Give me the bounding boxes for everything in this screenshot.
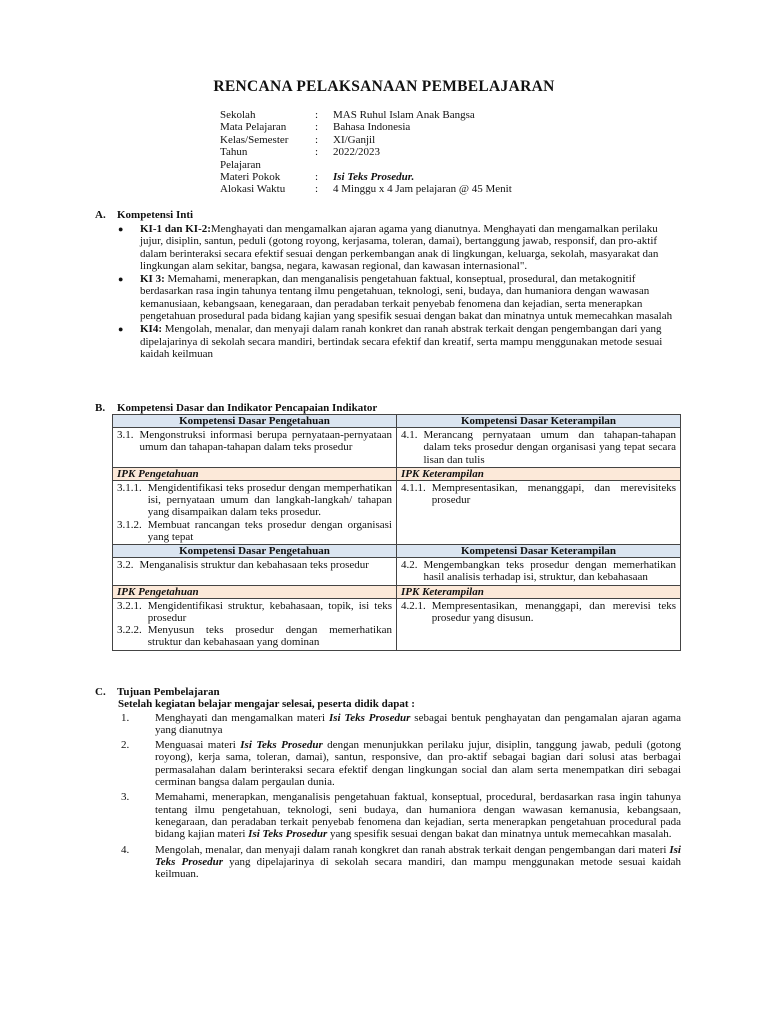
item-text-pre: Mengolah, menalar, dan menyaji dalam ranah kongkret dan ranah abstrak terkait dengan pengembangan dari materi bbox=[155, 843, 670, 856]
ipk-text: Mempresentasikan, menanggapi, dan merevisiteks prosedur bbox=[431, 482, 676, 507]
bullet-icon: ● bbox=[118, 274, 124, 285]
list-item bbox=[95, 791, 681, 840]
ki-text: Memahami, menerapkan, dan menganalisis pengetahuan faktual, konseptual, prosedural, dan metakognitif berdasarkan rasa ingin tahunya tentang ilmu pengetahuan, teknologi, seni, budaya, dan humaniora dengan wawasan kemanusiaan, kebangsaan, kenegaraan, dan peradaban terkait penyebab fenomena dan kejadian, serta menerapkan pengetahuan prosedural pada bidang kajian yang spesifik sesuai dengan bakat dan minatnya untuk memecahkan masalah bbox=[140, 273, 673, 323]
identity-value: MAS Ruhul Islam Anak Bangsa bbox=[333, 109, 475, 121]
ki-lead: KI 3: bbox=[140, 273, 165, 286]
table-cell bbox=[113, 598, 397, 650]
list-item bbox=[118, 273, 680, 322]
ipk-item bbox=[401, 482, 676, 506]
table-cell bbox=[397, 428, 681, 468]
item-number: 3. bbox=[121, 791, 130, 804]
item-text-pre: Menghayati dan mengamalkan materi bbox=[155, 711, 329, 724]
identity-label: Materi Pokok bbox=[220, 171, 281, 184]
bullet-icon: ● bbox=[118, 324, 124, 335]
item-text-post: yang dipelajarinya di sekolah secara mandiri, dan mampu menggunakan metode sesuai kaidah keilmuan. bbox=[155, 855, 682, 881]
table-cell bbox=[113, 558, 397, 585]
section-c-heading bbox=[95, 686, 681, 698]
identity-colon: : bbox=[315, 146, 319, 159]
identity-colon bbox=[315, 159, 333, 171]
identity-value: Bahasa Indonesia bbox=[333, 121, 411, 134]
ki-lead: KI-1 dan KI-2: bbox=[140, 223, 211, 235]
identity-colon: : bbox=[315, 171, 319, 184]
item-text-emphasis: Isi Teks Prosedur bbox=[248, 828, 328, 841]
section-title: Kompetensi Dasar dan Indikator Pencapaian Indikator bbox=[117, 402, 378, 414]
ipk-item bbox=[117, 624, 392, 648]
kd-item bbox=[401, 559, 676, 583]
section-letter: C. bbox=[95, 686, 106, 698]
kd-item bbox=[401, 429, 676, 466]
item-text-emphasis: Isi Teks Prosedur bbox=[155, 843, 681, 868]
table-header-cell: Kompetensi Dasar Pengetahuan bbox=[113, 545, 397, 558]
table-row bbox=[113, 428, 681, 468]
table-row bbox=[113, 545, 681, 558]
kd-text: Menganalisis struktur dan kebahasaan teks prosedur bbox=[139, 559, 369, 572]
kd-number: 3.2. bbox=[117, 559, 134, 572]
identity-value: XI/Ganjil bbox=[333, 133, 376, 146]
ipk-item bbox=[117, 519, 392, 543]
item-number: 1. bbox=[121, 711, 130, 724]
ipk-label-cell: IPK Keterampilan bbox=[397, 585, 681, 598]
list-item bbox=[118, 223, 680, 272]
identity-label: Kelas/Semester bbox=[220, 133, 289, 146]
item-text-emphasis: Isi Teks Prosedur bbox=[240, 739, 323, 752]
section-b-heading bbox=[95, 402, 377, 414]
item-text-post: dengan menunjukkan perilaku jujur, disiplin, tanggung jawab, peduli (gotong royong), kerja sama, toleran, damai), santun, responsive, dan pro-aktif sebagai bagian dari solusi atas berbagai permasalahan dalam berinteraksi secara efektif dengan lingkungan social dan alam serta menempatkan diri sebagai cerminan bangsa dalam pergaulan dunia. bbox=[155, 739, 681, 789]
kd-text: Mengonstruksi informasi berupa pernyataan-pernyataan umum dan tahapan-tahapan dalam teks prosedur bbox=[139, 429, 392, 454]
ki-text: Menghayati dan mengamalkan ajaran agama yang dianutnya. Menghayati dan mengamalkan perilaku jujur, disiplin, santun, peduli (gotong royong, kerjasama, toleran, damai), bertanggung jawab, responsif, dan pro-aktif dalam berinteraksi secara efektif sesuai dengan perkembangan anak di lingkungan, keluarga, sekolah, masyarakat dan lingkungan alam sekitar, bangsa, negara, kawasan regional, dan kawasan internasional". bbox=[140, 223, 659, 272]
kd-text: Merancang pernyataan umum dan tahapan-tahapan dalam teks prosedur dengan organisasi yang tepat secara lisan dan tulis bbox=[423, 429, 676, 466]
ipk-number: 3.2.1. bbox=[117, 599, 142, 612]
ipk-item bbox=[117, 600, 392, 624]
identity-label: Sekolah bbox=[220, 109, 256, 121]
kd-number: 4.2. bbox=[401, 559, 418, 572]
ipk-item bbox=[401, 600, 676, 624]
list-item bbox=[118, 323, 680, 360]
identity-row bbox=[220, 183, 512, 195]
ipk-number: 4.1.1. bbox=[401, 482, 426, 495]
identity-label: Alokasi Waktu bbox=[220, 183, 286, 196]
item-text-post: sebagai bentuk penghayatan dan pengamalan ajaran agama yang dianutnya bbox=[155, 711, 681, 736]
kd-number: 4.1. bbox=[401, 429, 418, 442]
ipk-label-cell: IPK Pengetahuan bbox=[113, 467, 397, 480]
page-title: RENCANA PELAKSANAAN PEMBELAJARAN bbox=[213, 78, 555, 95]
list-item bbox=[95, 739, 681, 788]
ipk-number: 3.1.2. bbox=[117, 518, 142, 531]
identity-colon: : bbox=[315, 183, 319, 196]
ipk-number: 4.2.1. bbox=[401, 599, 426, 612]
table-header-cell: Kompetensi Dasar Keterampilan bbox=[397, 415, 681, 428]
table-cell bbox=[397, 598, 681, 650]
table-cell bbox=[397, 558, 681, 585]
ipk-label-cell: IPK Pengetahuan bbox=[113, 585, 397, 598]
tujuan-lead: Setelah kegiatan belajar mengajar selesai, peserta didik dapat : bbox=[118, 698, 415, 711]
ipk-text: Mengidentifikasi struktur, kebahasaan, topik, isi teks prosedur bbox=[147, 599, 392, 625]
table-row bbox=[113, 481, 681, 545]
ki-text: Mengolah, menalar, dan menyaji dalam ranah konkret dan ranah abstrak terkait dengan pengembangan dari yang dipelajarinya di sekolah secara mandiri, bertindak secara efektif dan kreatif, serta mampu menggunakan metode sesuai kaidah keilmuan bbox=[140, 323, 663, 360]
item-text-pre: Menguasai materi bbox=[155, 739, 241, 752]
kd-text: Mengembangkan teks prosedur dengan memerhatikan hasil analisis terhadap isi, struktur, dan kebahasaan bbox=[423, 559, 676, 584]
item-number: 4. bbox=[121, 843, 130, 856]
identity-row bbox=[220, 171, 512, 183]
kompetensi-inti-list bbox=[118, 223, 680, 361]
ipk-text: Menyusun teks prosedur dengan memerhatikan struktur dan kebahasaan yang dominan bbox=[147, 624, 392, 649]
ipk-item bbox=[117, 482, 392, 519]
identity-colon: : bbox=[315, 121, 319, 134]
table-row bbox=[113, 558, 681, 585]
identity-value: 2022/2023 bbox=[333, 146, 381, 159]
identity-label: Tahun bbox=[220, 146, 248, 159]
ipk-text: Mempresentasikan, menanggapi, dan merevisi teks prosedur yang disusun. bbox=[431, 599, 676, 625]
item-text-emphasis: Isi Teks Prosedur bbox=[328, 711, 411, 724]
section-letter: B. bbox=[95, 402, 106, 414]
ipk-label-cell: IPK Keterampilan bbox=[397, 467, 681, 480]
item-text-pre: Memahami, menerapkan, menganalisis pengetahuan faktual, konseptual, procedural, berdasarkan rasa ingin tahunya tentang ilmu pengetahuan, teknologi, seni budaya, dan humaniora dengan wawasan kemanusia, kebangsaan, kenegaraan, dan peradaban terkait penyebab fenomena dan kejadian, serta menerapkan pengetahuan procedural pada bidang kajian materi bbox=[155, 791, 681, 841]
table-header-cell: Kompetensi Dasar Keterampilan bbox=[397, 545, 681, 558]
list-item bbox=[95, 844, 681, 881]
section-a-heading bbox=[95, 209, 193, 221]
table-cell bbox=[113, 428, 397, 468]
item-text-post: yang spesifik sesuai dengan bakat dan minatnya untuk memecahkan masalah. bbox=[327, 828, 672, 841]
identity-colon: : bbox=[315, 109, 319, 121]
identity-value: Isi Teks Prosedur. bbox=[333, 171, 415, 184]
identity-row bbox=[220, 146, 512, 158]
table-cell bbox=[113, 481, 397, 545]
identity-value: 4 Minggu x 4 Jam pelajaran @ 45 Menit bbox=[333, 183, 512, 196]
identity-block bbox=[220, 109, 512, 196]
ki-lead: KI4: bbox=[140, 323, 162, 336]
table-cell bbox=[397, 481, 681, 545]
identity-row bbox=[220, 159, 512, 171]
kompetensi-table bbox=[112, 414, 681, 651]
identity-row bbox=[220, 134, 512, 146]
table-row bbox=[113, 467, 681, 480]
table-row bbox=[113, 415, 681, 428]
identity-label: Mata Pelajaran bbox=[220, 121, 287, 134]
kd-number: 3.1. bbox=[117, 429, 134, 442]
kd-item bbox=[117, 429, 392, 453]
identity-label: Pelajaran bbox=[220, 158, 261, 171]
identity-row bbox=[220, 121, 512, 133]
bullet-icon: ● bbox=[118, 224, 124, 234]
tujuan-section bbox=[95, 686, 681, 883]
item-text bbox=[151, 739, 681, 788]
item-number: 2. bbox=[121, 739, 130, 752]
identity-row bbox=[220, 109, 512, 121]
table-row bbox=[113, 598, 681, 650]
ipk-text: Mengidentifikasi teks prosedur dengan memperhatikan isi, pernyataan umum dan langkah-langkah/ tahapan yang disampaikan dalam teks prosedur. bbox=[147, 482, 392, 519]
item-text bbox=[151, 791, 681, 840]
ipk-number: 3.1.1. bbox=[117, 482, 142, 495]
ipk-text: Membuat rancangan teks prosedur dengan organisasi yang tepat bbox=[147, 518, 392, 543]
kd-item bbox=[117, 559, 392, 571]
section-title: Kompetensi Inti bbox=[117, 209, 194, 221]
table-row bbox=[113, 585, 681, 598]
section-title: Tujuan Pembelajaran bbox=[117, 686, 220, 698]
list-item bbox=[95, 712, 681, 737]
item-text bbox=[151, 844, 681, 881]
identity-colon: : bbox=[315, 133, 319, 146]
table-header-cell: Kompetensi Dasar Pengetahuan bbox=[113, 415, 397, 428]
item-text bbox=[151, 712, 681, 737]
section-letter: A. bbox=[95, 209, 106, 221]
ipk-number: 3.2.2. bbox=[117, 624, 142, 637]
